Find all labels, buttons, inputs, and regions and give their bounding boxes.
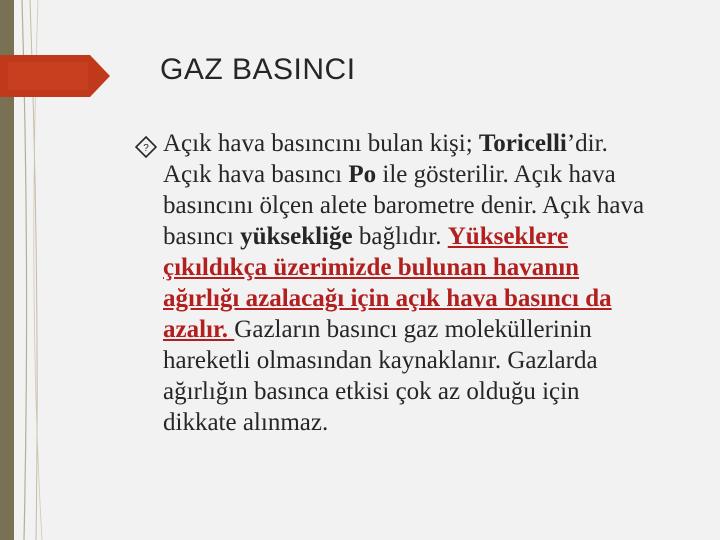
body-paragraph [135,128,655,438]
text-emphasis-red: Yükseklere çıkıldıkça üzerimizde bulunan havanın ağırlığı azalacağı için açık hava basıncı da azalır. [163,223,612,343]
text-part-9: Gazların basıncı gaz moleküllerinin hareketli olmasından kaynaklanır. Gazlarda ağırlığın basınca etkisi çok az olduğu için dikkate alınmaz. [163,316,598,436]
text-toricelli: Toricelli [478,130,567,157]
title-accent-tab-highlight [8,62,88,90]
text-yukseklige: yüksekliğe [240,223,353,250]
svg-text:?: ? [143,143,149,154]
text-part-7: bağlıdır. [352,223,448,250]
slide-title: GAZ BASINCI [160,53,356,86]
body-text-block [135,128,655,438]
diamond-question-icon [135,136,157,158]
text-part-1: Açık hava basıncını bulan kişi; [163,130,479,157]
text-part-5: ile gösterilir. Açık hava basıncını ölçen alete barometre denir. Açık hava basıncı [163,161,645,250]
text-po: Po [348,161,377,188]
text-part-3: ’dir. Açık hava basıncı [163,130,608,188]
